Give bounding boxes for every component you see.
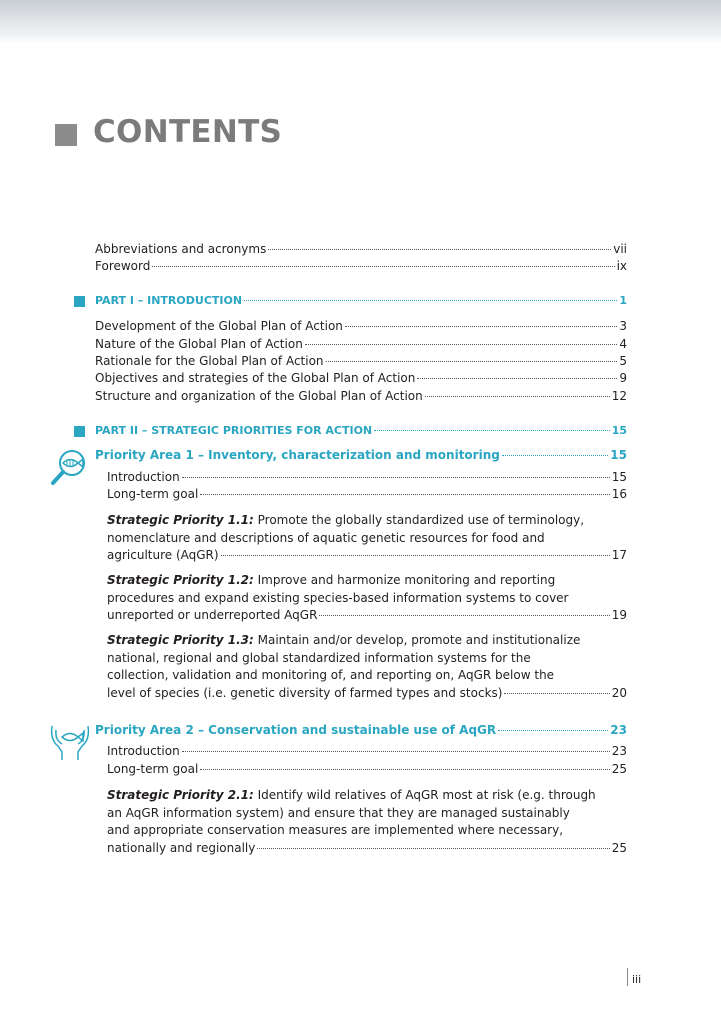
- toc-part-heading[interactable]: PART I – INTRODUCTION 1: [95, 294, 627, 307]
- header-water-banner: [0, 0, 721, 44]
- toc-entry[interactable]: Structure and organization of the Global Plan of Action 12: [95, 389, 627, 403]
- toc-entry[interactable]: Long-term goal 16: [107, 487, 627, 501]
- part-square-icon: [74, 426, 85, 437]
- toc-priority-area[interactable]: Priority Area 1 – Inventory, characterization and monitoring 15: [95, 448, 627, 462]
- toc-entry[interactable]: Objectives and strategies of the Global Plan of Action 9: [95, 371, 627, 385]
- title-square-icon: [55, 124, 77, 146]
- toc-entry[interactable]: Introduction 15: [107, 470, 627, 484]
- toc-entry[interactable]: Foreword ix: [95, 259, 627, 273]
- toc-entry[interactable]: Abbreviations and acronyms vii: [95, 242, 627, 256]
- hands-fish-icon: [48, 718, 92, 762]
- toc-strategic-priority[interactable]: Strategic Priority 1.1: Promote the globally standardized use of terminology, nomenclature and descriptions of aquatic genetic resources for food and agriculture (AqGR) 17: [107, 513, 627, 562]
- page-number-divider: [627, 968, 628, 986]
- toc-entry[interactable]: Introduction 23: [107, 744, 627, 758]
- toc-strategic-priority[interactable]: Strategic Priority 1.3: Maintain and/or develop, promote and institutionalize national, regional and global standardized information systems for the collection, validation and monitoring of, and reporting on, AqGR below the level of species (i.e. genetic diversity of farmed types and stocks) 20: [107, 633, 627, 700]
- magnifier-fish-icon: [48, 446, 90, 488]
- toc-entry[interactable]: Nature of the Global Plan of Action 4: [95, 337, 627, 351]
- toc-priority-area[interactable]: Priority Area 2 – Conservation and sustainable use of AqGR 23: [95, 723, 627, 737]
- toc-entry[interactable]: Development of the Global Plan of Action 3: [95, 319, 627, 333]
- toc-entry[interactable]: Long-term goal 25: [107, 762, 627, 776]
- part-square-icon: [74, 296, 85, 307]
- toc-strategic-priority[interactable]: Strategic Priority 1.2: Improve and harmonize monitoring and reporting procedures and expand existing species-based information systems to cover unreported or underreported AqGR 19: [107, 573, 627, 622]
- toc-entry[interactable]: Rationale for the Global Plan of Action 5: [95, 354, 627, 368]
- toc-strategic-priority[interactable]: Strategic Priority 2.1: Identify wild relatives of AqGR most at risk (e.g. through an AqGR information system) and ensure that they are managed sustainably and appropriate conservation measures are implemented where necessary, nationally and regionally 25: [107, 788, 627, 855]
- toc-part-heading[interactable]: PART II – STRATEGIC PRIORITIES FOR ACTION 15: [95, 424, 627, 437]
- page-title: CONTENTS: [93, 114, 283, 150]
- page-number: iii: [632, 973, 642, 986]
